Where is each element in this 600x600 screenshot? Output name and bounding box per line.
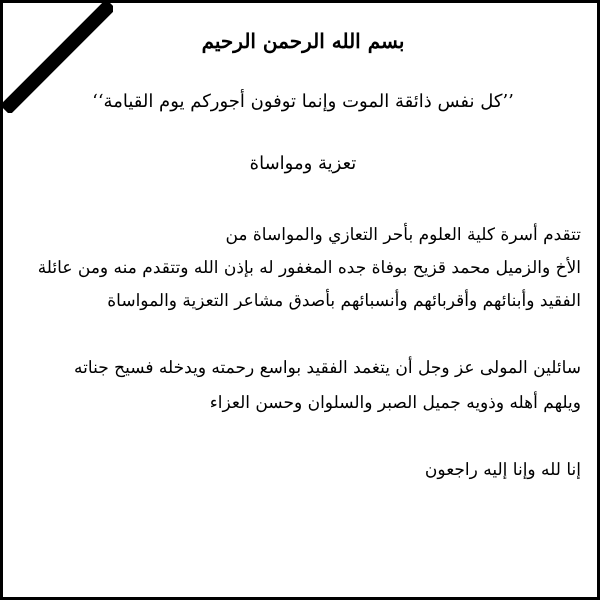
paragraph1-line3: الفقيد وأبنائهم وأقربائهم وأنسبائهم بأصدق مشاعر التعزية والمواساة [107, 291, 581, 311]
condolence-heading: تعزية ومواساة [249, 153, 357, 174]
paragraph1-line2: الأخ والزميل محمد قزيح بوفاة جده المغفور له بإذن الله وتتقدم منه ومن عائلة [37, 258, 581, 278]
basmala-title: بسم الله الرحمن الرحيم [201, 29, 405, 53]
paragraph1-line1: تتقدم أسرة كلية العلوم بأحر التعازي والمواساة من [225, 225, 581, 245]
closing-line: إنا لله وإنا إليه راجعون [424, 460, 581, 480]
quran-verse: ’’كل نفس ذائقة الموت وإنما توفون أجوركم يوم القيامة‘‘ [92, 91, 514, 112]
paragraph2-line2: ويلهم أهله وذويه جميل الصبر والسلوان وحسن العزاء [209, 393, 581, 413]
paragraph2-line1: سائلين المولى عز وجل أن يتغمد الفقيد بواسع رحمته ويدخله فسيح جناته [74, 358, 581, 378]
